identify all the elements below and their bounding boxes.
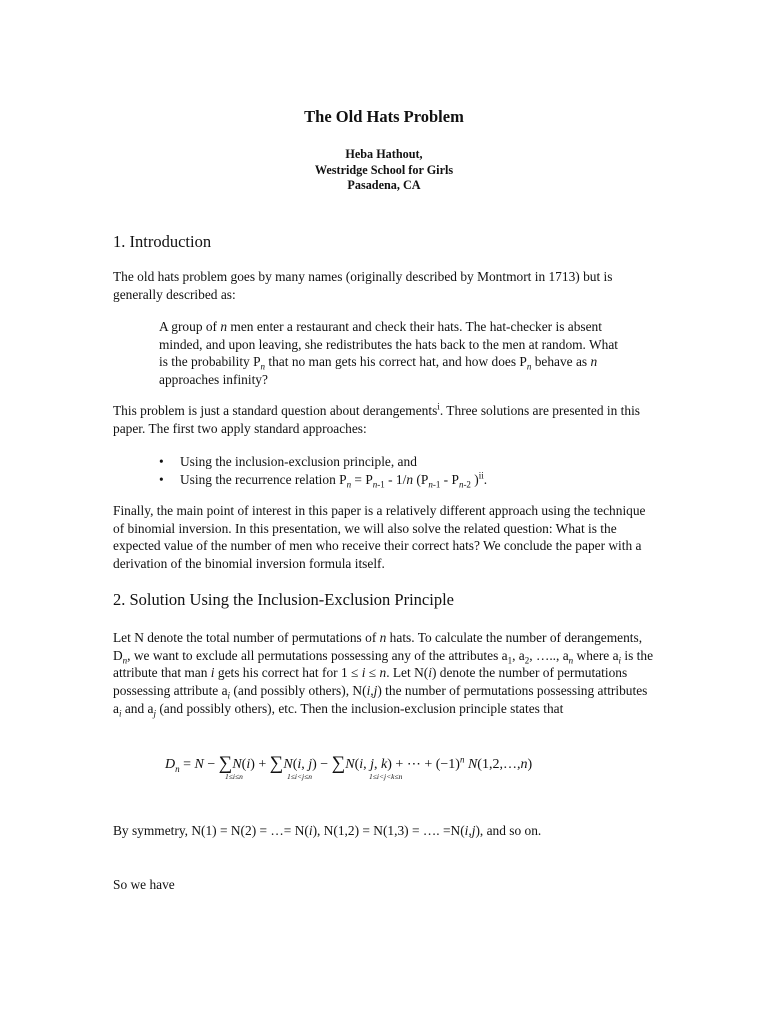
problem-statement-quote: A group of n men enter a restaurant and check their hats. The hat-checker is absent minded, and upon leaving, she redistributes the hats back to the men at random. What is the probability $P_n$ that no man gets his correct hat, and how does $P_n$ behave as n approaches infinity? — [159, 319, 619, 388]
paper-title: The Old Hats Problem — [304, 107, 464, 126]
approach-list — [159, 453, 487, 488]
author-school: Westridge School for Girls — [314, 163, 454, 177]
list-item: • Using the inclusion-exclusion principle, and — [159, 454, 417, 469]
intro-paragraph-3: Finally, the main point of interest in this paper is a relatively different approach using the technique of binomial inversion. In this presentation, we will also solve the related question: What is the expected value of the number of men who receive their correct hats? We conclude the paper with a derivation of the binomial inversion formula itself. — [113, 503, 646, 572]
inclusion-exclusion-equation: $D_n = N - \sum N(i) + \sum N(i$, j) − ∑N(i, j, k) + ⋯ + $(-1)^n$ N(1,2,…,n) 1≤i≤n 1≤i<j≤n 1≤i<j<k≤n — [165, 753, 533, 781]
section2-paragraph-1: Let N denote the total number of permutations of n hats. To calculate the number of derangements, $D_n$, we want to exclude all permutations possessing any of the attributes $a_1$, $a_2$, ….., $a_n$ where $a_i$ is the attribute that man i gets his correct hat for 1 ≤ i ≤ n. Let N(i) denote the number of permutations possessing attribute $a_i$ (and possibly others), N(i,j) the number of permutations possessing attributes $a_i$ and $a_j$ (and possibly others), etc. Then the inclusion-exclusion principle states that — [113, 630, 654, 719]
author-city: Pasadena, CA — [347, 178, 421, 192]
intro-paragraph-1: The old hats problem goes by many names (originally described by Montmort in 1713) but is generally described as: — [113, 269, 613, 302]
intro-paragraph-2: This problem is just a standard question about derangements$^i$. Three solutions are presented in this paper. The first two apply standard approaches: — [113, 401, 641, 436]
section-heading-introduction: 1. Introduction — [113, 232, 212, 251]
author-name: Heba Hathout, — [345, 147, 423, 161]
symmetry-paragraph: By symmetry, N(1) = N(2) = …= N(i), N(1,2) = N(1,3) = …. =N(i,j), and so on. — [113, 823, 542, 838]
list-item: • Using the recurrence relation $P_n = P_{n-1} - 1/n$ ($P_{n-1} - P_{n-2}$ )$^{ii}$. — [159, 470, 488, 490]
so-we-have-paragraph: So we have — [113, 877, 175, 892]
section-heading-inclusion-exclusion: 2. Solution Using the Inclusion-Exclusion Principle — [113, 590, 454, 609]
